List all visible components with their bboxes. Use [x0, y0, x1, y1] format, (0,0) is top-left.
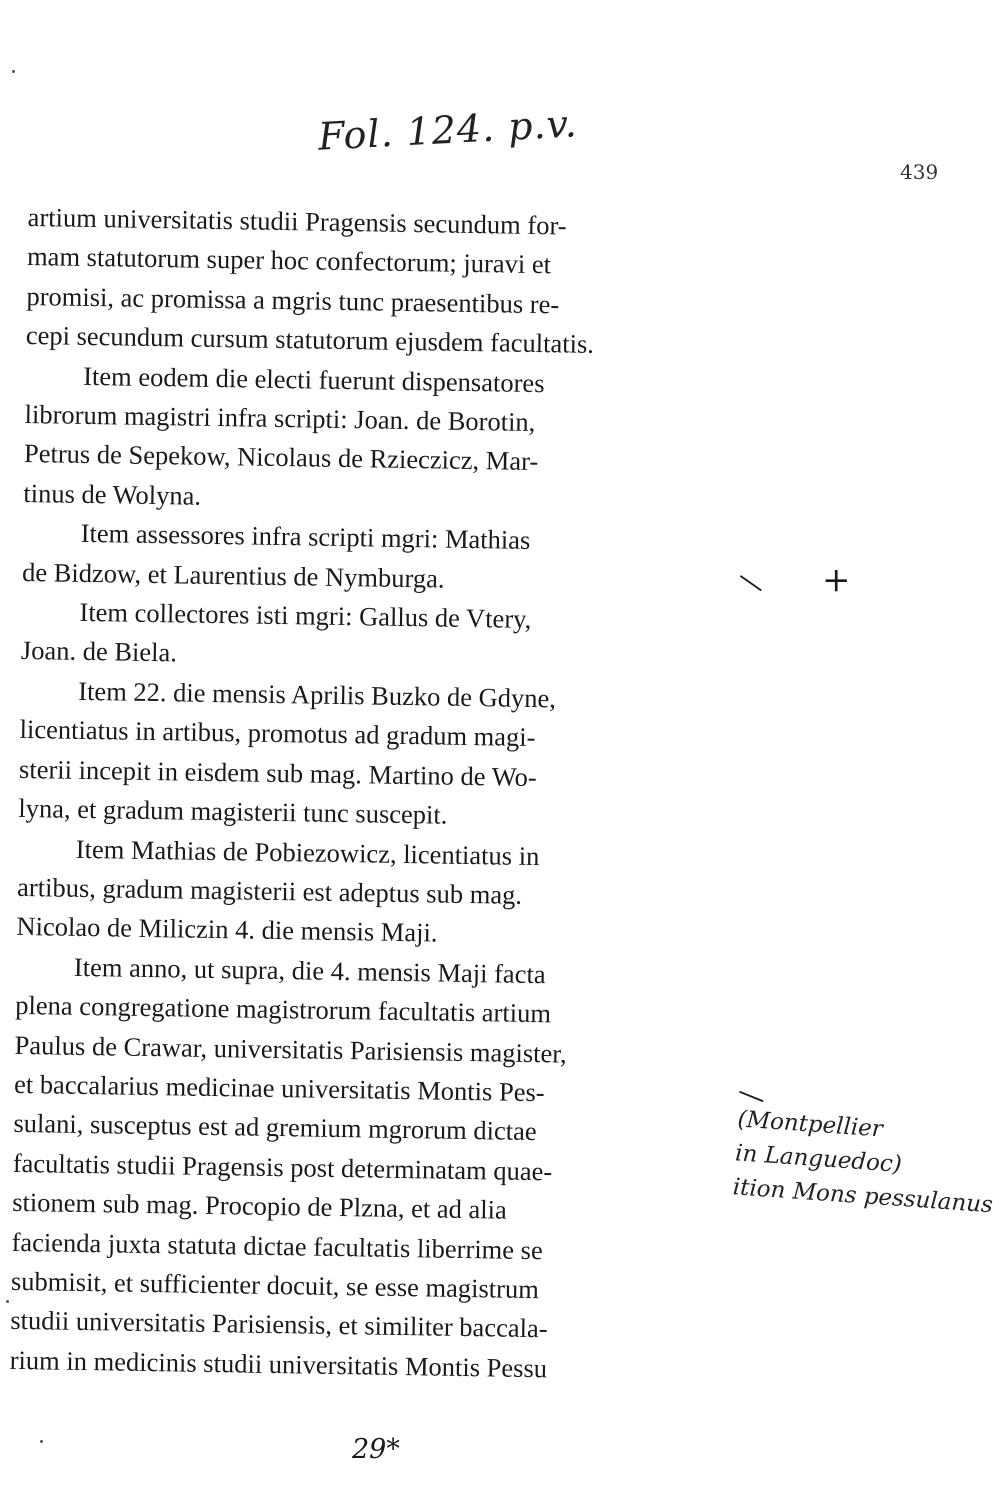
paper-speck	[6, 1300, 9, 1303]
text-line: Item anno, ut supra, die 4. mensis Maji facta	[73, 951, 546, 989]
handnote-line: in Languedoc)	[734, 1140, 903, 1178]
text-line: mam statutorum super hoc confectorum; juravi et	[26, 241, 552, 280]
paper-speck	[12, 70, 15, 73]
text-line: sterii incepit in eisdem sub mag. Martino de Wo-	[18, 753, 537, 792]
text-line: Item assessores infra scripti mgri: Mathias	[80, 518, 531, 556]
text-line: studii universitatis Parisiensis, et similiter baccala-	[10, 1305, 548, 1344]
text-line: Paulus de Crawar, universitatis Parisiensis magister,	[14, 1029, 567, 1069]
text-line: Item collectores isti mgri: Gallus de Vtery,	[79, 596, 532, 635]
text-line: facultatis studii Pragensis post determinatam quae-	[12, 1147, 553, 1187]
body-text	[9, 198, 747, 1391]
signature-mark: 29*	[352, 1434, 400, 1465]
handnote-line: ition Mons pessulanus	[731, 1174, 994, 1219]
text-line: et baccalarius medicinae universitatis Montis Pes-	[13, 1068, 545, 1108]
margin-dash-mark: —	[732, 1073, 772, 1116]
page-number: 439	[900, 160, 939, 184]
text-line: Joan. de Biela.	[20, 635, 178, 668]
margin-plus-mark: +	[822, 560, 851, 600]
text-line: Item 22. die mensis Aprilis Buzko de Gdyne,	[78, 675, 557, 714]
text-line: promisi, ac promissa a mgris tunc praesentibus re-	[26, 280, 560, 320]
text-line: artibus, gradum magisterii est adeptus sub mag.	[16, 871, 523, 910]
handwritten-margin-note	[731, 1102, 994, 1219]
text-line: artium universitatis studii Pragensis secundum for-	[27, 201, 567, 241]
text-line: Nicolao de Miliczin 4. die mensis Maji.	[16, 911, 438, 948]
paper-speck	[40, 1440, 43, 1443]
text-line: licentiatus in artibus, promotus ad gradum magi-	[19, 714, 536, 753]
text-line: tinus de Wolyna.	[23, 477, 202, 511]
text-line: rium in medicinis studii universitatis Montis Pessu	[9, 1344, 548, 1384]
margin-dash-mark: —	[731, 559, 773, 604]
text-line: facienda juxta statuta dictae facultatis liberrime se	[11, 1226, 544, 1265]
text-line: librorum magistri infra scripti: Joan. de Borotin,	[24, 399, 536, 438]
text-line: de Bidzow, et Laurentius de Nymburga.	[21, 556, 445, 594]
text-line: Petrus de Sepekow, Nicolaus de Rzieczicz, Mar-	[23, 438, 539, 477]
text-line: cepi secundum cursum statutorum ejusdem facultatis.	[25, 320, 595, 360]
text-line: submisit, et sufficienter docuit, se esse magistrum	[10, 1265, 540, 1305]
text-line: stionem sub mag. Procopio de Plzna, et ad alia	[11, 1187, 507, 1225]
text-line: sulani, susceptus est ad gremium mgrorum dictae	[13, 1108, 537, 1147]
text-line: Item eodem die electi fuerunt dispensatores	[82, 360, 545, 398]
folio-annotation: Fol. 124. p.v.	[317, 101, 579, 159]
text-line: lyna, et gradum magisterii tunc suscepit.	[18, 793, 448, 830]
text-line: plena congregatione magistrorum facultatis artium	[15, 990, 552, 1029]
text-line: Item Mathias de Pobiezowicz, licentiatus in	[75, 833, 540, 871]
handnote-line: (Montpellier	[736, 1106, 884, 1143]
